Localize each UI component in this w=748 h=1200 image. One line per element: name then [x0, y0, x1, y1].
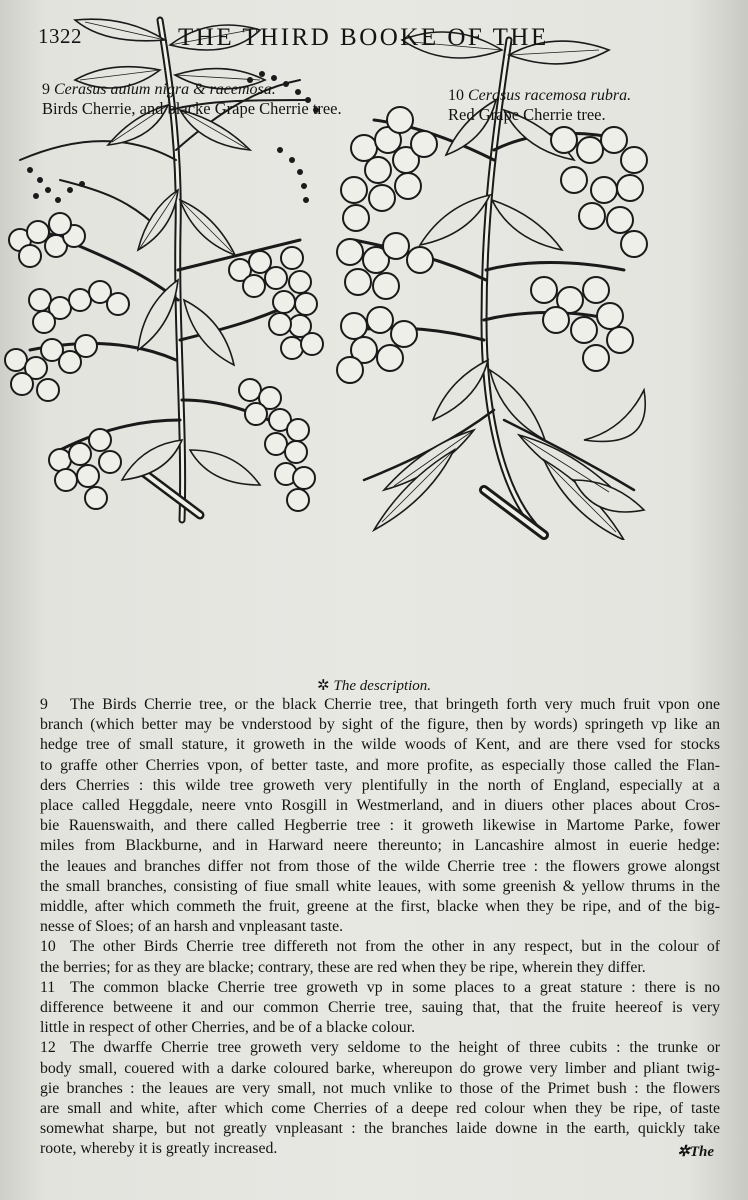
figure-10-english-name: Red Grape Cherrie tree.	[448, 105, 606, 124]
paragraph-12-line: roote, whereby it is greatly increased.	[40, 1140, 278, 1158]
figure-10-caption	[448, 86, 631, 124]
description-mark: ✲	[316, 678, 330, 694]
paragraph-10-number: 10	[40, 938, 56, 956]
figure-10-latin-name: Cerasus racemosa rubra.	[468, 87, 632, 104]
paragraph-9-line: the leaues and branches differ not from those of the wilde Cherrie tree : the flowers growe alongst	[40, 857, 720, 875]
paragraph-9-line: hedge tree of small stature, it groweth in the wilde woods of Kent, and are there vsed for stocks	[40, 736, 720, 754]
paragraph-9-line: miles from Blackburne, and in Harward neere thereunto; in Lancashire almost in euerie hedge:	[40, 837, 720, 855]
paragraph-12-line: somewhat sharpe, but not greatly vnpleasant : the branches laide downe in the earth, quickly take	[40, 1120, 720, 1138]
page-number: 1322	[38, 24, 82, 48]
paragraph-12-line: body small, couered with a darke coloured barke, whereupon do growe very limber and pliant twig-	[40, 1059, 720, 1077]
paragraph-11-line: 11 The common blacke Cherrie tree groweth vp in some places to a great stature : there is no	[40, 978, 720, 998]
paragraph-9-line: 9 The Birds Cherrie tree, or the black Cherrie tree, that bringeth forth very much fruit vpon one	[40, 695, 720, 715]
paragraph-12-number: 12	[40, 1039, 56, 1057]
paragraph-12-line: are small and white, after which come Cherries of a deepe red colour when they be ripe, of taste	[40, 1100, 720, 1118]
figure-10-number: 10	[448, 87, 464, 104]
paragraph-9-line: middle, after which commeth the fruit, greene at the first, blacke when they be ripe, and of the big-	[40, 898, 720, 916]
paragraph-9-line: place called Heggdale, neere vnto Rosgill in Westmerland, and in diuers other places about Cros-	[40, 797, 720, 815]
figure-9-number: 9	[42, 81, 50, 98]
paragraph-9-line: nesse of Sloes; of an harsh and vnpleasant taste.	[40, 918, 344, 936]
paragraph-9-line: ders Cherries : this wilde tree groweth very plentifully in the north of England, especially at a	[40, 776, 720, 794]
figure-9-caption	[42, 80, 342, 118]
paragraph-11-number: 11	[40, 978, 56, 996]
paragraph-12-line: 12 The dwarffe Cherrie tree groweth very seldome to the height of three cubits : the trunke or	[40, 1038, 720, 1058]
description-heading	[0, 676, 748, 695]
paragraph-10-line: 10 The other Birds Cherrie tree differeth not from the other in any respect, but in the colour of	[40, 937, 720, 957]
paragraph-9-line: bie Rauenswaith, and there called Hegberrie tree : it groweth likewise in Martome Parke, fower	[40, 817, 720, 835]
paragraph-9-line: to graffe other Cherries vpon, of better taste, and more profite, as especially those called the Flan-	[40, 756, 720, 774]
paragraph-11-line: little in respect of other Cherries, and be of a blacke colour.	[40, 1019, 416, 1037]
paragraph-10-line: the berries; for as they are blacke; contrary, these are red when they be ripe, wherein they differ.	[40, 958, 646, 976]
running-head: THE THIRD BOOKE OF THE	[178, 24, 549, 51]
catchword: ✲The	[677, 1144, 714, 1160]
paragraph-9-line: the small branches, consisting of fiue small white leaues, with some greenish & yellow thrums in the	[40, 877, 720, 895]
paragraph-9-number: 9	[40, 696, 48, 713]
paragraph-11-line: difference betweene it and our common Cherrie tree, sauing that, that the fruite heereof is very	[40, 999, 720, 1017]
description-body	[40, 695, 720, 1160]
paragraph-9-line: branch (which better may be vnderstood by sight of the figure, then by words) springeth vp like an	[40, 716, 720, 734]
paragraph-12-line: gie branches : the leaues are very small, not much vnlike to those of the Primet bush : the flowers	[40, 1079, 720, 1097]
figure-9-latin-name: Cerasus auium nigra & racemosa.	[54, 81, 276, 98]
figure-9-english-name: Birds Cherrie, and blacke Grape Cherrie tree.	[42, 99, 342, 118]
description-heading-text: The description.	[333, 678, 432, 694]
